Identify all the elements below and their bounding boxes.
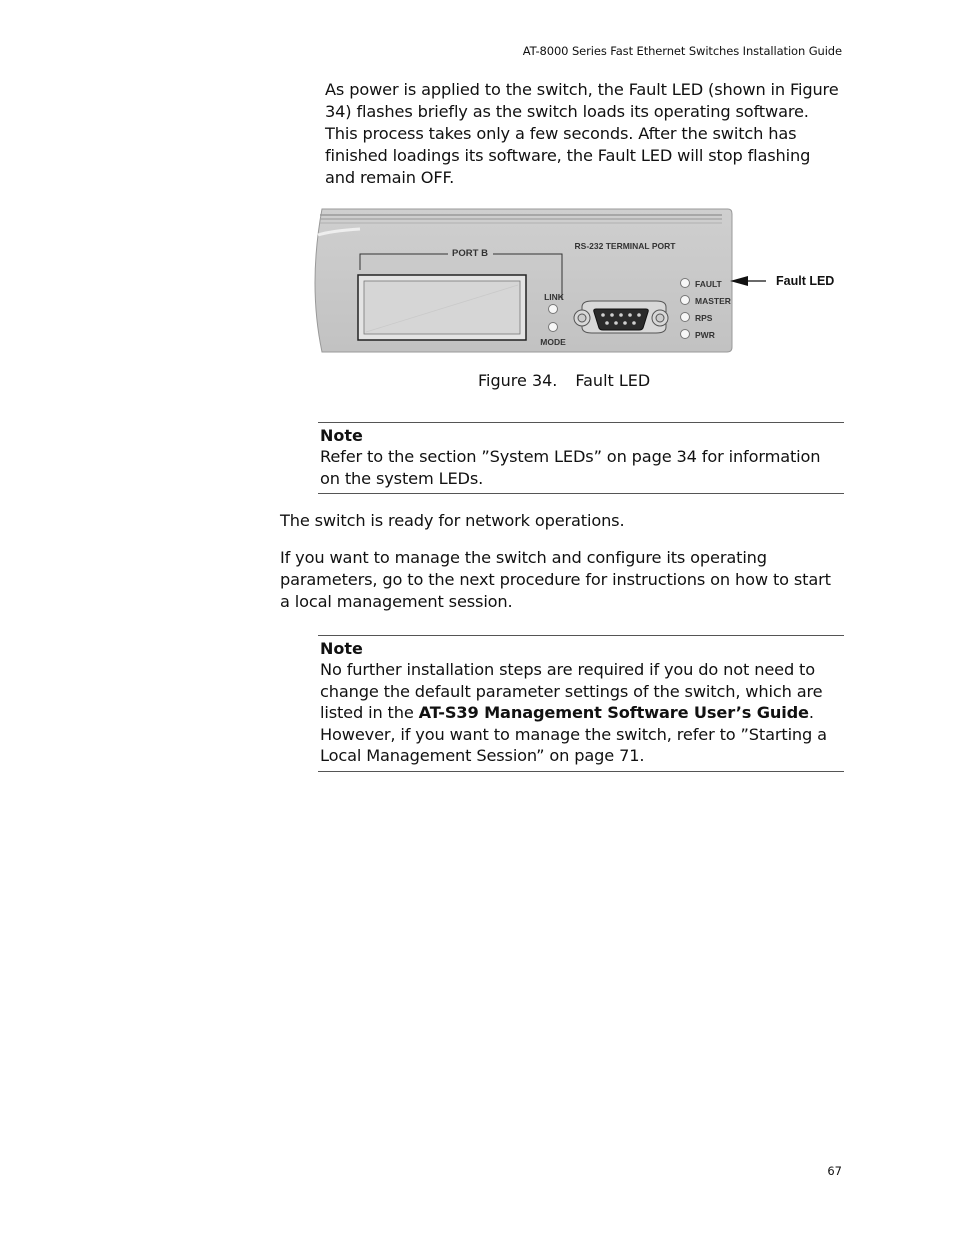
mode-label: MODE (540, 337, 566, 347)
running-header: AT-8000 Series Fast Ethernet Switches Installation Guide (522, 44, 842, 58)
note-title: Note (320, 426, 363, 445)
note-body-start: No further installation steps are required if you do not need to change the default parameter settings of the switch, which are listed in the (320, 660, 823, 722)
mode-led (549, 323, 558, 332)
figure-title: Fault LED (575, 371, 651, 390)
note-installation-steps (318, 635, 844, 772)
note-system-leds (318, 422, 844, 494)
pwr-label: PWR (695, 330, 715, 340)
link-led (549, 305, 558, 314)
figure-caption (478, 371, 650, 390)
callout-arrowhead (730, 276, 748, 286)
fault-label: FAULT (695, 279, 722, 289)
rps-label: RPS (695, 313, 713, 323)
figure-number: Figure 34. (478, 371, 558, 390)
port-b-label: PORT B (452, 248, 488, 259)
rps-led (681, 313, 690, 322)
master-led (681, 296, 690, 305)
switch-panel-illustration (300, 205, 860, 360)
note-title: Note (320, 639, 363, 658)
page-number: 67 (827, 1164, 842, 1178)
ready-paragraph: The switch is ready for network operations. (280, 511, 625, 530)
note-body: Refer to the section ”System LEDs” on page 34 for information on the system LEDs. (320, 447, 821, 488)
fault-led (681, 279, 690, 288)
link-label: LINK (544, 292, 564, 302)
manage-paragraph: If you want to manage the switch and configure its operating parameters, go to the next procedure for instructions on how to start a local management session. (280, 548, 831, 611)
master-label: MASTER (695, 296, 731, 306)
note-body (320, 659, 844, 767)
fault-led-figure (300, 205, 860, 364)
intro-paragraph: As power is applied to the switch, the Fault LED (shown in Figure 34) flashes briefly as the switch loads its operating software. This process takes only a few seconds. After the switch has finished loadings its software, the Fault LED will stop flashing and remain OFF. (325, 80, 839, 187)
pwr-led (681, 330, 690, 339)
fault-led-callout: Fault LED (776, 274, 835, 288)
rs232-label: RS-232 TERMINAL PORT (574, 241, 676, 251)
note-body-end: . However, if you want to manage the switch, refer to ”Starting a Local Management Session” on page 71. (320, 703, 827, 765)
guide-title: AT-S39 Management Software User’s Guide (418, 703, 809, 722)
